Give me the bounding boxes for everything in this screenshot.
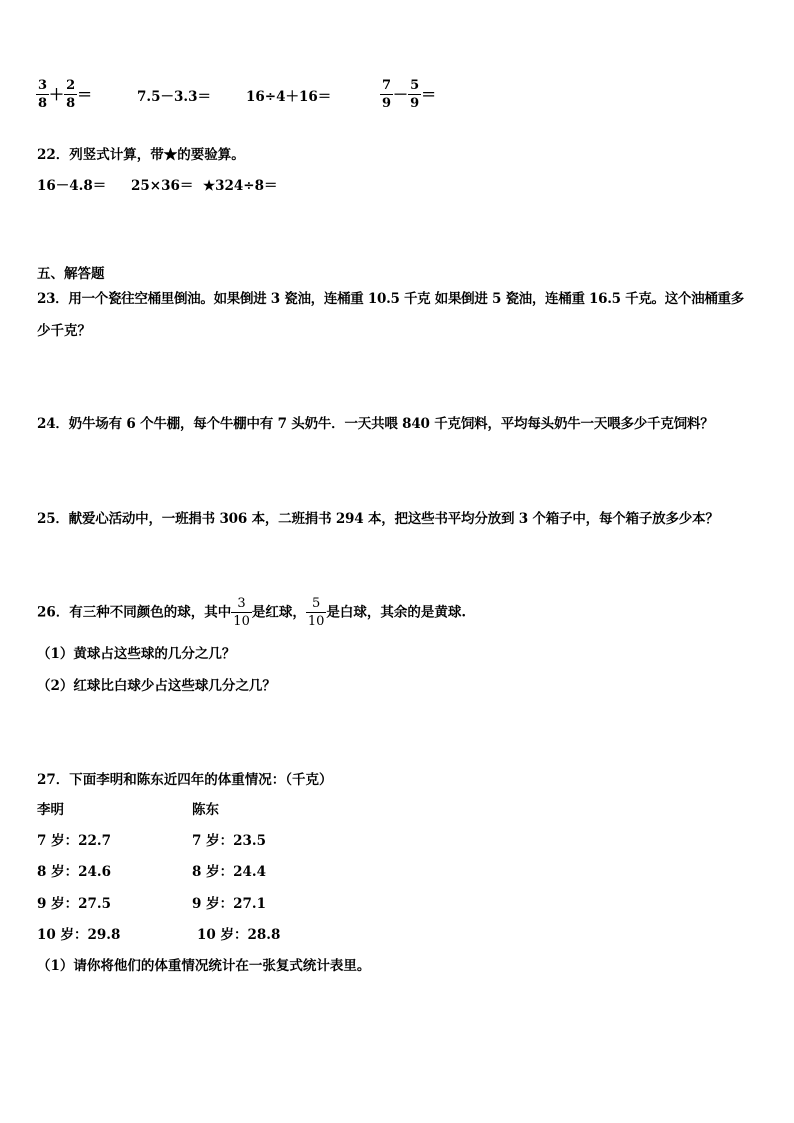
question-22-item: ★324÷8＝ xyxy=(203,178,278,194)
stem-middle: 是红球， xyxy=(251,604,306,621)
equals-sign: ＝ xyxy=(77,85,93,104)
fraction xyxy=(231,596,252,629)
fraction xyxy=(408,78,421,111)
operator: ＋ xyxy=(49,85,65,104)
denominator: 9 xyxy=(382,96,392,111)
expr-decimal-sub: 7.5－3.3＝ xyxy=(137,89,211,105)
question-24: 24．奶牛场有 6 个牛棚，每个牛棚中有 7 头奶牛．一天共喂 840 千克饲料，平均每头奶牛一天喂多少千克饲料？ xyxy=(37,416,714,432)
liming-weight-row: 7 岁：22.7 xyxy=(37,833,111,849)
denominator: 9 xyxy=(410,96,420,111)
numerator: 5 xyxy=(311,596,321,611)
expr-fraction-sub xyxy=(380,78,436,111)
numerator: 7 xyxy=(382,78,392,93)
liming-weight-row: 10 岁：29.8 xyxy=(37,927,121,943)
question-23-line2: 少千克？ xyxy=(37,323,91,339)
chendong-weight-row: 8 岁：24.4 xyxy=(192,864,266,880)
expr-fraction-add xyxy=(36,78,92,111)
chendong-weight-row: 9 岁：27.1 xyxy=(192,896,266,912)
denominator: 8 xyxy=(38,96,48,111)
stem-prefix: 26．有三种不同颜色的球，其中 xyxy=(37,604,232,621)
question-23-line1: 23．用一个瓷往空桶里倒油。如果倒进 3 瓷油，连桶重 10.5 千克 如果倒进 5 瓷油，连桶重 16.5 千克。这个油桶重多 xyxy=(37,291,744,307)
chendong-weight-row: 10 岁：28.8 xyxy=(197,927,281,943)
numerator: 3 xyxy=(38,78,48,93)
liming-weight-row: 9 岁：27.5 xyxy=(37,896,111,912)
question-26-stem xyxy=(37,596,466,629)
equals-sign: ＝ xyxy=(421,85,437,104)
operator: － xyxy=(393,85,409,104)
fraction xyxy=(36,78,49,111)
fraction xyxy=(380,78,393,111)
question-22-item: 16－4.8＝ xyxy=(37,178,107,194)
expr-div-add: 16÷4＋16＝ xyxy=(246,89,332,105)
question-27-sub1: （1）请你将他们的体重情况统计在一张复式统计表里。 xyxy=(37,958,371,974)
question-26-sub1: （1）黄球占这些球的几分之几？ xyxy=(37,646,236,662)
chendong-weight-row: 7 岁：23.5 xyxy=(192,833,266,849)
section-heading: 五、解答题 xyxy=(37,266,105,282)
denominator: 8 xyxy=(66,96,76,111)
stem-suffix: 是白球，其余的是黄球. xyxy=(326,604,467,621)
question-25: 25．献爱心活动中，一班捐书 306 本，二班捐书 294 本，把这些书平均分放到 3 个箱子中，每个箱子放多少本？ xyxy=(37,511,719,527)
numerator: 3 xyxy=(237,596,246,611)
numerator: 2 xyxy=(66,78,76,93)
fraction xyxy=(64,78,77,111)
fraction xyxy=(306,596,327,629)
denominator: 10 xyxy=(233,614,250,629)
numerator: 5 xyxy=(410,78,420,93)
question-27-title: 27．下面李明和陈东近四年的体重情况：（千克） xyxy=(37,772,333,788)
question-22-title: 22．列竖式计算，带★的要验算。 xyxy=(37,147,245,163)
liming-weight-row: 8 岁：24.6 xyxy=(37,864,111,880)
column-header-liming: 李明 xyxy=(37,802,64,818)
column-header-chendong: 陈东 xyxy=(192,802,219,818)
denominator: 10 xyxy=(307,614,325,629)
question-22-item: 25×36＝ xyxy=(131,178,194,194)
question-26-sub2: （2）红球比白球少占这些球几分之几？ xyxy=(37,678,276,694)
